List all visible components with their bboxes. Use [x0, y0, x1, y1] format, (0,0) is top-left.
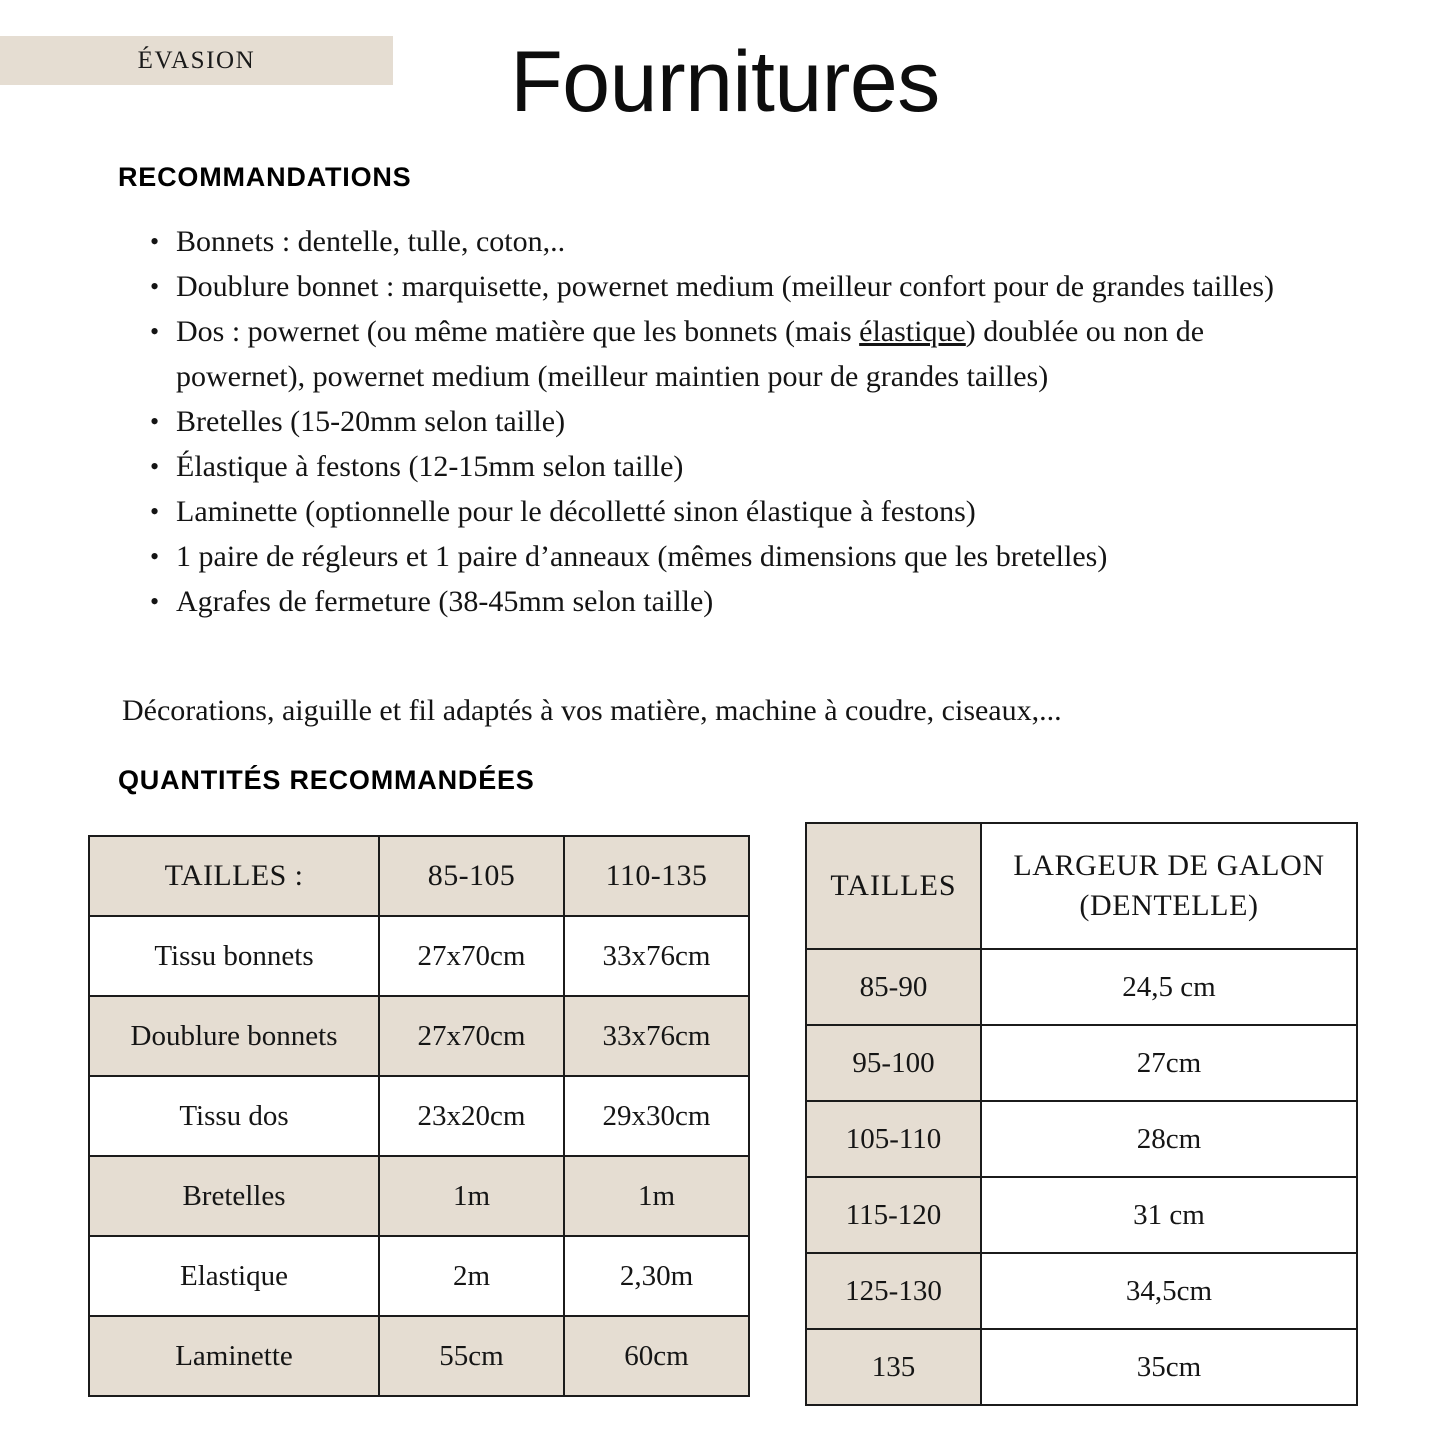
- table-row: [806, 1253, 1357, 1329]
- list-item-text-underlined: élastique: [859, 315, 966, 348]
- table-largeur-de-galon: [805, 822, 1358, 1406]
- column-header-tailles: TAILLES :: [89, 836, 379, 916]
- list-item: [148, 534, 1308, 579]
- column-header-largeur-de-galon: [981, 823, 1357, 949]
- column-header-line-2: (DENTELLE): [1079, 889, 1259, 922]
- column-header-size-110-135: 110-135: [564, 836, 749, 916]
- bullet-icon: •: [150, 272, 160, 301]
- bullet-icon: •: [150, 587, 160, 616]
- list-item: [148, 399, 1308, 444]
- row-label: Tissu bonnets: [89, 916, 379, 996]
- row-value-110-135: 29x30cm: [564, 1076, 749, 1156]
- table-header-row: [89, 836, 749, 916]
- list-item: [148, 219, 1308, 264]
- column-header-tailles: TAILLES: [806, 823, 981, 949]
- row-largeur: 28cm: [981, 1101, 1357, 1177]
- table-row: [89, 996, 749, 1076]
- row-value-110-135: 2,30m: [564, 1236, 749, 1316]
- row-taille: 85-90: [806, 949, 981, 1025]
- row-taille: 125-130: [806, 1253, 981, 1329]
- table-row: [806, 1025, 1357, 1101]
- row-taille: 105-110: [806, 1101, 981, 1177]
- row-taille: 95-100: [806, 1025, 981, 1101]
- table-row: [806, 1177, 1357, 1253]
- row-taille: 135: [806, 1329, 981, 1405]
- row-value-110-135: 33x76cm: [564, 916, 749, 996]
- list-item-text: Élastique à festons (12-15mm selon taille): [176, 450, 684, 483]
- brand-tag-label: ÉVASION: [137, 47, 256, 74]
- list-item-text-pre: Dos : powernet (ou même matière que les bonnets (mais: [176, 315, 860, 348]
- list-item: [148, 579, 1308, 624]
- row-value-85-105: 27x70cm: [379, 916, 564, 996]
- row-value-85-105: 2m: [379, 1236, 564, 1316]
- row-label: Elastique: [89, 1236, 379, 1316]
- column-header-size-85-105: 85-105: [379, 836, 564, 916]
- row-label: Laminette: [89, 1316, 379, 1396]
- row-value-85-105: 23x20cm: [379, 1076, 564, 1156]
- section-heading-quantites: QUANTITÉS RECOMMANDÉES: [118, 765, 535, 795]
- list-item: [148, 444, 1308, 489]
- list-item-text: Agrafes de fermeture (38-45mm selon taille): [176, 585, 714, 618]
- row-label: Tissu dos: [89, 1076, 379, 1156]
- bullet-icon: •: [150, 497, 160, 526]
- brand-tag: [0, 36, 393, 85]
- row-value-110-135: 60cm: [564, 1316, 749, 1396]
- list-item-text: Laminette (optionnelle pour le décolletté sinon élastique à festons): [176, 495, 976, 528]
- recommendations-list: [148, 219, 1308, 624]
- row-label: Doublure bonnets: [89, 996, 379, 1076]
- list-item: [148, 489, 1308, 534]
- table-row: [89, 1316, 749, 1396]
- list-item-text: Bretelles (15-20mm selon taille): [176, 405, 566, 438]
- list-item-text: Doublure bonnet : marquisette, powernet medium (meilleur confort pour de grandes tailles): [176, 270, 1275, 303]
- table-quantites-recommandees: [88, 835, 750, 1397]
- row-largeur: 24,5 cm: [981, 949, 1357, 1025]
- row-largeur: 35cm: [981, 1329, 1357, 1405]
- recommendations-footer: Décorations, aiguille et fil adaptés à vos matière, machine à coudre, ciseaux,...: [122, 694, 1062, 727]
- row-largeur: 31 cm: [981, 1177, 1357, 1253]
- row-largeur: 34,5cm: [981, 1253, 1357, 1329]
- bullet-icon: •: [150, 452, 160, 481]
- column-header-line-1: LARGEUR DE GALON: [1013, 849, 1325, 882]
- list-item: [148, 309, 1308, 399]
- row-largeur: 27cm: [981, 1025, 1357, 1101]
- list-item: [148, 264, 1308, 309]
- list-item-text: 1 paire de régleurs et 1 paire d’anneaux (mêmes dimensions que les bretelles): [176, 540, 1108, 573]
- table-header-row: [806, 823, 1357, 949]
- table-row: [89, 916, 749, 996]
- row-taille: 115-120: [806, 1177, 981, 1253]
- row-value-85-105: 55cm: [379, 1316, 564, 1396]
- page-title: Fournitures: [510, 34, 940, 130]
- table-row: [806, 1101, 1357, 1177]
- row-label: Bretelles: [89, 1156, 379, 1236]
- row-value-85-105: 1m: [379, 1156, 564, 1236]
- bullet-icon: •: [150, 407, 160, 436]
- table-row: [806, 949, 1357, 1025]
- row-value-110-135: 33x76cm: [564, 996, 749, 1076]
- list-item-text: Bonnets : dentelle, tulle, coton,..: [176, 225, 566, 258]
- bullet-icon: •: [150, 542, 160, 571]
- section-heading-recommandations: RECOMMANDATIONS: [118, 162, 412, 192]
- table-row: [89, 1076, 749, 1156]
- row-value-110-135: 1m: [564, 1156, 749, 1236]
- table-row: [89, 1236, 749, 1316]
- table-row: [89, 1156, 749, 1236]
- row-value-85-105: 27x70cm: [379, 996, 564, 1076]
- list-item-text-post: ) doublée ou non de powernet), powernet medium (meilleur maintien pour de grandes tailles): [176, 315, 1205, 393]
- table-row: [806, 1329, 1357, 1405]
- bullet-icon: •: [150, 317, 160, 346]
- bullet-icon: •: [150, 227, 160, 256]
